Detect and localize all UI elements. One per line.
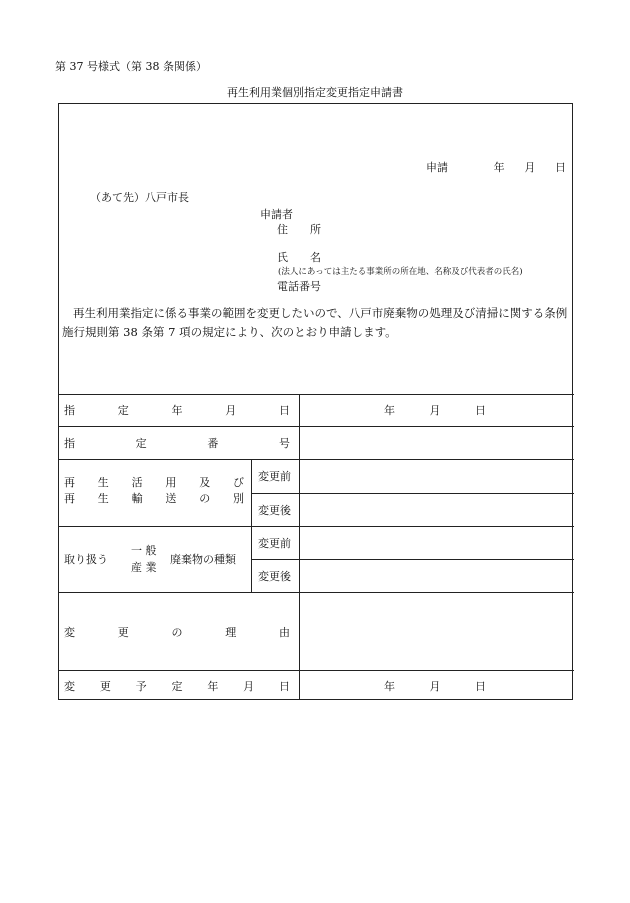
planned-date-label xyxy=(64,678,290,694)
day-label: 日 xyxy=(475,404,486,417)
label-char: 号 xyxy=(278,437,290,450)
waste-after-label: 変更後 xyxy=(258,570,291,583)
label-char: 番 xyxy=(207,437,219,450)
row-divider xyxy=(59,394,574,395)
day-label: 日 xyxy=(475,680,486,693)
waste-general: 一 般 xyxy=(131,544,157,557)
category-after-label: 変更後 xyxy=(258,504,291,517)
label-char: 理 xyxy=(225,626,237,639)
label-char: 指 xyxy=(64,404,75,417)
address-char: 住 xyxy=(277,223,288,236)
designation-date-value[interactable] xyxy=(384,402,486,418)
label-char: 指 xyxy=(64,437,75,450)
application-statement: 再生利用業指定に係る事業の範囲を変更したいので、八戸市廃棄物の処理及び清掃に関する条例施行規則第 38 条第 7 項の規定により、次のとおり申請します。 xyxy=(62,306,568,339)
applicant-label: 申請者 xyxy=(260,208,293,221)
label-char: 年 xyxy=(171,404,183,417)
phone-label: 電話番号 xyxy=(277,280,321,293)
waste-after-field[interactable] xyxy=(300,560,570,590)
year-label: 年 xyxy=(384,680,395,693)
category-label-line1 xyxy=(64,474,244,490)
category-after-field[interactable] xyxy=(300,494,570,524)
waste-before-label: 変更前 xyxy=(258,537,291,550)
label-char: 予 xyxy=(135,680,147,693)
label-char: 生 xyxy=(97,492,109,505)
label-char: 変 xyxy=(64,680,75,693)
label-char: 活 xyxy=(131,476,143,489)
document-title: 再生利用業個別指定変更指定申請書 xyxy=(227,86,403,99)
label-char: 用 xyxy=(165,476,177,489)
label-char: 生 xyxy=(97,476,109,489)
year-label: 年 xyxy=(493,161,505,174)
label-char: の xyxy=(171,626,183,639)
label-char: の xyxy=(199,492,211,505)
waste-before-field[interactable] xyxy=(300,527,570,557)
name-char: 氏 xyxy=(277,251,288,264)
address-char: 所 xyxy=(310,223,321,236)
label-char: 月 xyxy=(225,404,237,417)
label-char: 輸 xyxy=(131,492,143,505)
label-char: 定 xyxy=(117,404,129,417)
label-char: 日 xyxy=(279,404,290,417)
reason-label xyxy=(64,624,290,640)
label-char: 由 xyxy=(279,626,290,639)
month-label: 月 xyxy=(429,680,441,693)
application-date xyxy=(426,159,566,175)
year-label: 年 xyxy=(384,404,395,417)
label-char: 及 xyxy=(199,476,211,489)
designation-date-label xyxy=(64,402,290,418)
label-char: 別 xyxy=(232,492,244,505)
category-label-line2 xyxy=(64,490,244,506)
designation-number-field[interactable] xyxy=(300,427,570,457)
label-char: 送 xyxy=(165,492,177,505)
label-char: 定 xyxy=(135,437,147,450)
application-label: 申請 xyxy=(426,161,448,174)
label-char: 変 xyxy=(64,626,75,639)
day-label: 日 xyxy=(554,161,566,174)
month-label: 月 xyxy=(429,404,441,417)
name-char: 名 xyxy=(310,251,321,264)
label-char: 更 xyxy=(99,680,111,693)
planned-date-value[interactable] xyxy=(384,678,486,694)
label-char: 月 xyxy=(243,680,255,693)
row-divider xyxy=(59,670,574,671)
addressee: （あて先）八戸市長 xyxy=(90,191,189,204)
label-char: 再 xyxy=(64,492,75,505)
label-char: 定 xyxy=(171,680,183,693)
label-char: 年 xyxy=(207,680,219,693)
designation-number-label xyxy=(64,435,290,451)
label-char: 再 xyxy=(64,476,75,489)
corporation-note: (法人にあっては主たる事業所の所在地、名称及び代表者の氏名) xyxy=(278,267,523,277)
waste-type-label: 廃棄物の種類 xyxy=(170,553,236,566)
address-label xyxy=(277,221,321,237)
month-label: 月 xyxy=(524,161,536,174)
name-label xyxy=(277,249,321,265)
label-char: び xyxy=(232,476,244,489)
reason-field[interactable] xyxy=(300,593,570,667)
label-char: 更 xyxy=(117,626,129,639)
waste-industrial: 産 業 xyxy=(131,561,157,574)
category-before-field[interactable] xyxy=(300,460,570,490)
category-before-label: 変更前 xyxy=(258,470,291,483)
label-char: 日 xyxy=(278,680,290,693)
form-number: 第 37 号様式（第 38 条関係） xyxy=(55,60,207,73)
column-divider xyxy=(251,459,252,592)
waste-prefix: 取り扱う xyxy=(64,553,108,566)
